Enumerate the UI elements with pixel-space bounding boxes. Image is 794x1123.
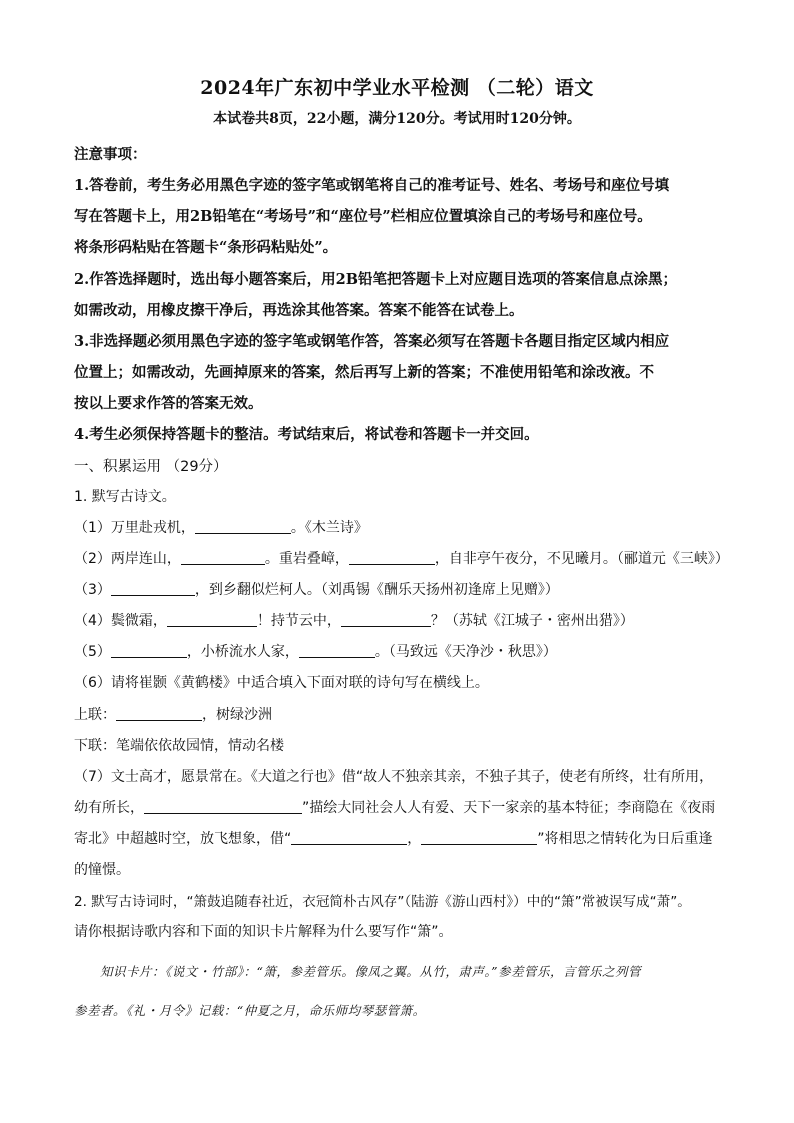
- exam-title: 2024年广东初中学业水平检测 （二轮）语文: [200, 77, 594, 99]
- section-title: 一、积累运用 （29分）: [74, 459, 228, 475]
- notice-line: 1.答卷前，考生务必用黑色字迹的签字笔或钢笔将自己的准考证号、姓名、考场号和座位号填: [74, 177, 670, 194]
- text-segment: 。重岩叠嶂，: [264, 551, 349, 567]
- answer-blank[interactable]: [341, 612, 431, 627]
- q1-item-7-line-3: [74, 828, 713, 848]
- text-segment: ？（苏轼《江城子・密州出猎》）: [430, 613, 634, 629]
- answer-blank[interactable]: [181, 550, 265, 565]
- couplet-upper: [74, 704, 272, 724]
- answer-blank[interactable]: [111, 643, 187, 658]
- answer-blank[interactable]: [167, 612, 257, 627]
- answer-blank[interactable]: [421, 830, 537, 845]
- text-segment: 。《木兰诗》: [290, 520, 368, 536]
- notice-line: 位置上；如需改动，先画掉原来的答案，然后再写上新的答案；不准使用铅笔和涂改液。不: [74, 364, 654, 381]
- knowledge-card-line-2: 参差者。《礼・月令》记载：“仲夏之月，命乐师均琴瑟管箫。: [74, 1003, 426, 1018]
- notice-line: 4.考生必须保持答题卡的整洁。考试结束后，将试卷和答题卡一并交回。: [74, 426, 539, 443]
- text-segment: 上联：: [74, 707, 116, 723]
- q1-item-5: [74, 641, 557, 661]
- q1-item-7-line-2: [74, 797, 715, 817]
- question-1-intro: 1. 默写古诗文。: [74, 489, 176, 505]
- notice-line: 3.非选择题必须用黑色字迹的签字笔或钢笔作答，答案必须写在答题卡各题目指定区域内相应: [74, 333, 670, 350]
- exam-subtitle: 本试卷共8页，22小题，满分120分。考试用时120分钟。: [213, 111, 581, 127]
- answer-blank[interactable]: [349, 550, 435, 565]
- text-segment: （2）两岸连山，: [74, 551, 181, 567]
- q1-item-4: [74, 610, 634, 630]
- q1-item-3: [74, 579, 559, 599]
- text-segment: （3）: [74, 582, 111, 598]
- text-segment: （4）鬓微霜，: [74, 613, 167, 629]
- text-segment: 幼有所长，: [74, 800, 144, 816]
- q1-item-6: （6）请将崔颢《黄鹤楼》中适合填入下面对联的诗句写在横线上。: [74, 675, 489, 691]
- text-segment: ！持节云中，: [256, 613, 341, 629]
- notice-heading: 注意事项：: [74, 146, 147, 163]
- text-segment: ，: [407, 831, 422, 847]
- q1-item-1: [74, 517, 368, 537]
- notice-line: 将条形码粘贴在答题卡“条形码粘贴处”。: [74, 239, 338, 256]
- text-segment: 寄北》中超越时空，放飞想象，借“: [74, 831, 292, 847]
- text-segment: ”将相思之情转化为日后重逢: [537, 831, 713, 847]
- text-segment: （5）: [74, 644, 111, 660]
- answer-blank[interactable]: [116, 706, 202, 721]
- answer-blank[interactable]: [291, 830, 407, 845]
- notice-line: 写在答题卡上，用2B铅笔在“考场号”和“座位号”栏相应位置填涂自己的考场号和座位号。: [74, 208, 652, 225]
- couplet-lower: 下联：笔端依依故园情，情动名楼: [74, 738, 284, 754]
- q1-item-7-line-4: 的憧憬。: [74, 862, 130, 878]
- text-segment: ，树绿沙洲: [202, 707, 272, 723]
- answer-blank[interactable]: [144, 799, 302, 814]
- text-segment: ，小桥流水人家，: [186, 644, 299, 660]
- question-2-line-2: 请你根据诗歌内容和下面的知识卡片解释为什么要写作“箫”。: [74, 924, 453, 940]
- text-segment: ”描绘大同社会人人有爱、天下一家亲的基本特征；李商隐在《夜雨: [302, 800, 716, 816]
- text-segment: ，到乡翻似烂柯人。（刘禹锡《酬乐天扬州初逢席上见赠》）: [194, 582, 559, 598]
- knowledge-card-line-1: 知识卡片：《说文・竹部》：“箫，参差管乐。像凤之翼。从竹，肃声。”参差管乐，言管乐之列管: [100, 964, 642, 979]
- notice-line: 如需改动，用橡皮擦干净后，再选涂其他答案。答案不能答在试卷上。: [74, 302, 524, 319]
- answer-blank[interactable]: [195, 519, 291, 534]
- question-2-line-1: 2. 默写古诗词时，“箫鼓追随春社近，衣冠简朴古风存”（陆游《游山西村》）中的“箫”常被误写成“萧”。: [74, 894, 691, 910]
- answer-blank[interactable]: [111, 581, 195, 596]
- text-segment: （1）万里赴戎机，: [74, 520, 195, 536]
- notice-line: 2.作答选择题时，选出每小题答案后，用2B铅笔把答题卡上对应题目选项的答案信息点涂黑；: [74, 271, 677, 288]
- answer-blank[interactable]: [299, 643, 375, 658]
- notice-line: 按以上要求作答的答案无效。: [74, 395, 263, 412]
- q1-item-7-line-1: （7）文士高才，愿景常在。《大道之行也》借“故人不独亲其亲，不独子其子，使老有所终，壮有所用，: [74, 769, 714, 785]
- text-segment: 。（马致远《天净沙・秋思》）: [374, 644, 557, 660]
- q1-item-2: [74, 548, 729, 568]
- text-segment: ，自非亭午夜分，不见曦月。（郦道元《三峡》）: [434, 551, 729, 567]
